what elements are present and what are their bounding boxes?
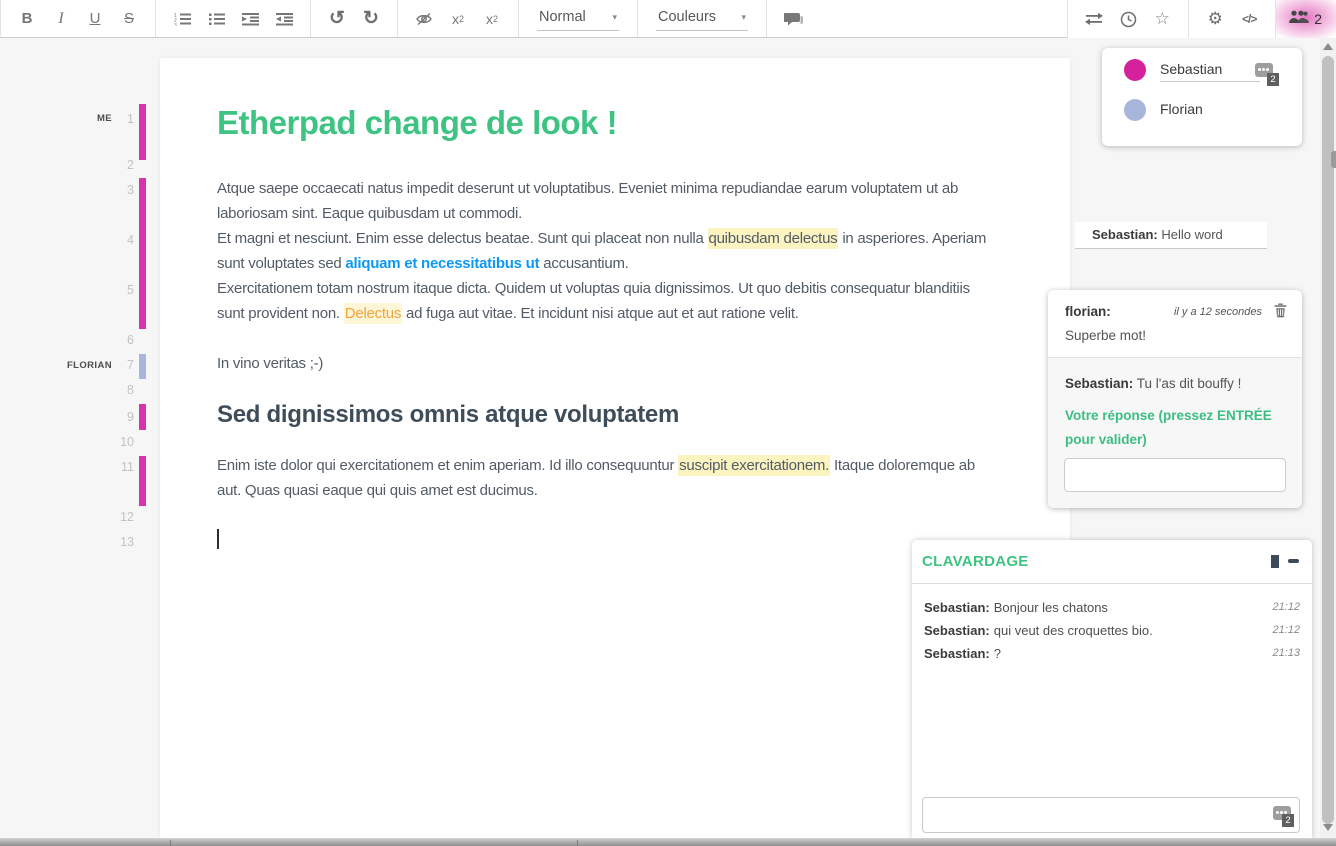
doc-paragraph-line: Enim iste dolor qui exercitationem et enim aperiam. Id illo consequuntur suscipit exercitationem. Itaque doloremque ab: [217, 457, 975, 474]
line-number: 3: [127, 183, 134, 197]
toolbar: [0, 0, 1336, 38]
chevron-down-icon: ▾: [612, 11, 617, 22]
authorship-bar-me: [139, 178, 146, 329]
scroll-up-arrow-icon[interactable]: [1323, 43, 1333, 50]
doc-heading-2: Sed dignissimos omnis atque voluptatem: [217, 401, 680, 428]
line-number: 6: [127, 333, 134, 347]
commented-text[interactable]: quibusdam delectus: [708, 230, 838, 247]
comment-text: Superbe mot!: [1065, 328, 1147, 343]
user-color-swatch: [1124, 99, 1146, 121]
history-group: [311, 0, 398, 37]
chat-message: [924, 642, 1300, 665]
doc-paragraph-line: sunt voluptates sed aliquam et necessitatibus ut accusantium.: [217, 255, 629, 272]
line-number: 11: [121, 460, 134, 474]
scrollbar-thumb[interactable]: [1322, 56, 1334, 824]
authorship-bar-me: [139, 456, 146, 506]
user-badge: 2: [1267, 73, 1279, 86]
doc-paragraph-line: sunt provident non. Delectus ad fuga aut vitae. Et incidunt nisi atque aut et aut ratione velit.: [217, 305, 799, 322]
chevron-down-icon: ▾: [741, 11, 746, 22]
chat-author: Sebastian:: [924, 600, 990, 615]
line-number: 2: [127, 158, 134, 172]
doc-paragraph-line: Exercitationem totam nostrum itaque dicta. Quidem ut voluptas quia dignissimos. Ut quo debitis consequatur blanditiis: [217, 280, 970, 297]
comment-thread: [1048, 290, 1302, 508]
chat-header: [912, 540, 1312, 584]
import-export-icon[interactable]: [1081, 6, 1107, 32]
username-input[interactable]: Sebastian: [1160, 61, 1260, 82]
redo-icon[interactable]: ↻: [363, 8, 379, 29]
chat-author: Sebastian:: [924, 646, 990, 661]
user-name-label: Florian: [1160, 101, 1203, 117]
users-icon: [1288, 10, 1309, 29]
window-bottom-edge: [0, 838, 1336, 846]
line-number: 13: [120, 535, 134, 549]
doc-paragraph-line: laboriosam sint. Eaque quibusdam ut commodi.: [217, 205, 522, 222]
heading-style-dropdown[interactable]: Normal ▾: [537, 7, 619, 31]
doc-paragraph-line: aut. Quas quasi eaque qui quis amet est ducimus.: [217, 482, 538, 499]
panel-resize-handle[interactable]: [1331, 151, 1336, 168]
comment-author: Sebastian:: [1092, 227, 1158, 242]
settings-group: [1189, 0, 1276, 38]
undo-icon[interactable]: ↺: [329, 8, 345, 29]
line-number: 7: [127, 358, 134, 372]
history-clock-icon[interactable]: [1115, 6, 1141, 32]
doc-paragraph-line: In vino veritas ;-): [217, 355, 324, 372]
chat-message: [924, 619, 1300, 642]
commented-text[interactable]: suscipit exercitationem.: [679, 457, 830, 474]
users-panel: [1102, 48, 1302, 146]
style-dropdown-group: [519, 0, 638, 37]
user-color-swatch[interactable]: [1124, 59, 1146, 81]
doc-paragraph-line: Et magni et nesciunt. Enim esse delectus beatae. Sunt qui placeat non nulla quibusdam delectus in asperiores. Aperiam: [217, 230, 987, 247]
reply-prompt-label: Votre réponse (pressez ENTRÉE pour valider): [1065, 408, 1272, 447]
hyperlink[interactable]: aliquam et necessitatibus ut: [345, 255, 540, 272]
chat-panel: [912, 540, 1312, 838]
chat-time: 21:13: [1272, 647, 1300, 659]
user-row-sebastian: [1102, 59, 1302, 99]
comment-reply: Sebastian: Tu l'as dit bouffy !: [1065, 376, 1242, 391]
chat-title: CLAVARDAGE: [922, 553, 1029, 570]
line-number: 10: [120, 435, 134, 449]
user-row-florian: [1102, 99, 1302, 139]
chat-users-badge: 2: [1282, 814, 1294, 827]
line-number: 12: [120, 510, 134, 524]
comment-collapsed[interactable]: [1075, 222, 1267, 249]
clear-authorship-icon[interactable]: [411, 6, 437, 32]
list-group: [156, 0, 311, 37]
text-cursor: [217, 529, 219, 549]
unordered-list-button[interactable]: [203, 6, 229, 32]
colors-dropdown[interactable]: Couleurs ▾: [656, 7, 748, 31]
chat-stick-to-screen-icon[interactable]: [1271, 555, 1279, 568]
subscript-button[interactable]: x 2: [485, 10, 498, 27]
pad-tools-group: [1068, 0, 1189, 38]
add-comment-icon[interactable]: [780, 6, 806, 32]
comment-reply-input[interactable]: [1064, 458, 1286, 492]
svg-text:2: 2: [173, 17, 177, 24]
comment-group: [767, 0, 819, 37]
line-number: 9: [127, 410, 134, 424]
commented-text[interactable]: Delectus: [344, 305, 402, 322]
line-number: 5: [127, 283, 134, 297]
chat-text: ?: [993, 646, 1001, 661]
embed-code-icon[interactable]: </>: [1242, 12, 1257, 26]
line-number: 8: [127, 383, 134, 397]
authorship-bar-me: [139, 104, 146, 160]
colors-dropdown-group: [638, 0, 767, 37]
comment-reply-section: [1048, 357, 1302, 508]
format-group: [1, 0, 156, 37]
chat-input-wrap: [922, 797, 1300, 833]
star-icon[interactable]: ☆: [1154, 9, 1170, 28]
comment-timestamp: il y a 12 secondes: [1173, 306, 1262, 318]
scroll-down-arrow-icon[interactable]: [1323, 824, 1333, 831]
chat-input[interactable]: [922, 797, 1300, 833]
line-number: 1: [127, 112, 134, 126]
bold-button[interactable]: B: [21, 10, 33, 27]
svg-text:1: 1: [173, 12, 177, 19]
script-group: [398, 0, 519, 37]
line-number: 4: [127, 233, 134, 247]
chat-messages: [924, 596, 1300, 665]
author-label-me: ME: [96, 113, 112, 124]
users-count: 2: [1314, 11, 1322, 27]
outdent-button[interactable]: [271, 6, 297, 32]
chat-users-icon[interactable]: [1273, 806, 1291, 826]
chat-time: 21:12: [1272, 601, 1300, 613]
doc-title: Etherpad change de look !: [217, 104, 618, 141]
chat-text: Bonjour les chatons: [993, 600, 1108, 615]
chat-minimize-icon[interactable]: [1288, 559, 1299, 563]
chat-time: 21:12: [1272, 624, 1300, 636]
chat-text: qui veut des croquettes bio.: [993, 623, 1153, 638]
italic-button[interactable]: I: [58, 9, 64, 27]
chat-message: [924, 596, 1300, 619]
svg-text:3: 3: [173, 22, 177, 26]
show-users-button[interactable]: [1276, 0, 1336, 38]
trash-icon[interactable]: [1274, 303, 1287, 321]
toolbar-right: [1067, 0, 1336, 38]
doc-paragraph-line: Atque saepe occaecati natus impedit deserunt ut voluptatibus. Eveniet minima repudiandae earum voluptatem ut ab: [217, 180, 959, 197]
underline-button[interactable]: U: [89, 10, 101, 27]
ordered-list-button[interactable]: [169, 6, 195, 32]
strikethrough-button[interactable]: S: [123, 10, 134, 27]
authorship-bar-florian: [139, 354, 146, 379]
superscript-button[interactable]: x 2: [451, 10, 464, 27]
indent-button[interactable]: [237, 6, 263, 32]
gear-icon[interactable]: ⚙: [1207, 9, 1223, 28]
comment-text: Hello word: [1157, 227, 1223, 242]
chat-author: Sebastian:: [924, 623, 990, 638]
authorship-bar-me: [139, 404, 146, 430]
author-label-florian: FLORIAN: [66, 360, 112, 371]
comment-author: florian:: [1065, 304, 1111, 319]
